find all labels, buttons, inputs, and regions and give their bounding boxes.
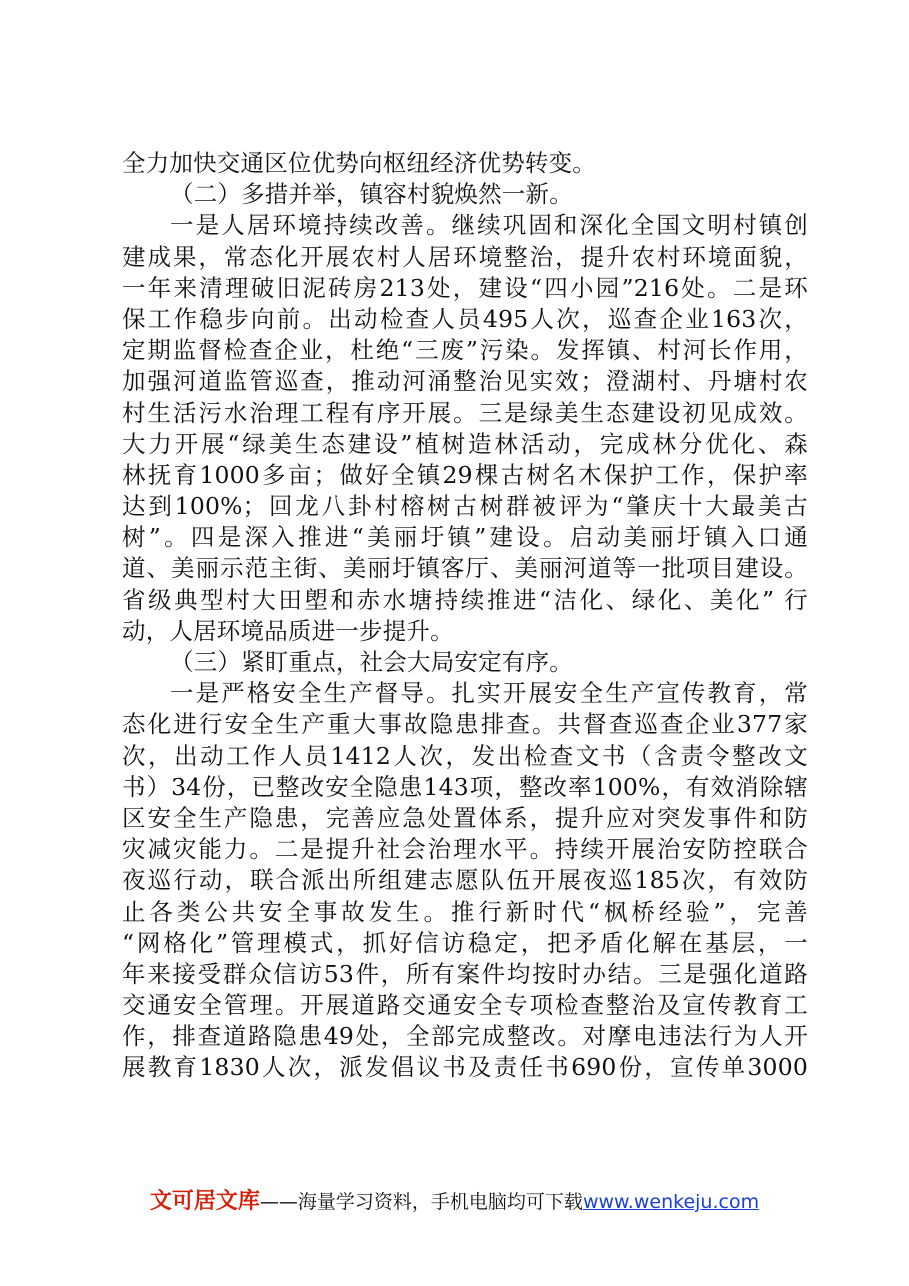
- text-line: 定期监督检查企业，杜绝“三废”污染。发挥镇、村河长作用，: [122, 336, 808, 365]
- text-line: 书）34份，已整改安全隐患143项，整改率100%，有效消除辖: [122, 772, 808, 801]
- text-line: 全力加快交通区位优势向枢纽经济优势转变。: [122, 149, 596, 177]
- text-line: 作，排查道路隐患49处，全部完成整改。对摩电违法行为人开: [122, 1022, 808, 1051]
- text-line: 保工作稳步向前。出动检查人员495人次，巡查企业163次，: [122, 304, 808, 333]
- text-line: 区安全生产隐患，完善应急处置体系，提升应对突发事件和防: [122, 803, 808, 832]
- text-line: 省级典型村大田塱和赤水塘持续推进“洁化、绿化、美化” 行: [122, 585, 808, 614]
- document-body: [122, 148, 808, 1084]
- text-line: 灾减灾能力。二是提升社会治理水平。持续开展治安防控联合: [122, 835, 808, 864]
- footer-tagline: ——海量学习资料，手机电脑均可下载: [259, 1191, 583, 1213]
- text-line: 次，出动工作人员1412人次，发出检查文书（含责令整改文: [122, 741, 808, 770]
- text-line: 一是人居环境持续改善。继续巩固和深化全国文明村镇创: [170, 211, 808, 240]
- text-line: “网格化”管理模式，抓好信访稳定，把矛盾化解在基层，一: [122, 928, 808, 957]
- footer-banner: [0, 1184, 909, 1215]
- text-line: 一年来清理破旧泥砖房213处，建设“四小园”216处。二是环: [122, 273, 808, 302]
- text-line: 加强河道监管巡查，推动河涌整治见实效；澄湖村、丹塘村农: [122, 367, 808, 396]
- text-line: 交通安全管理。开展道路交通安全专项检查整治及宣传教育工: [122, 991, 808, 1020]
- text-line: 夜巡行动，联合派出所组建志愿队伍开展夜巡185次，有效防: [122, 866, 808, 895]
- text-line: 止各类公共安全事故发生。推行新时代“枫桥经验”，完善: [122, 897, 808, 926]
- text-line: 态化进行安全生产重大事故隐患排查。共督查巡查企业377家: [122, 710, 808, 739]
- footer-brand: 文可居文库: [149, 1189, 260, 1214]
- text-line: 动，人居环境品质进一步提升。: [122, 616, 454, 645]
- text-line: 树”。四是深入推进“美丽圩镇”建设。启动美丽圩镇入口通: [122, 523, 808, 552]
- text-line: 道、美丽示范主街、美丽圩镇客厅、美丽河道等一批项目建设。: [122, 554, 808, 583]
- text-line: 达到100%；回龙八卦村榕树古树群被评为“肇庆十大最美古: [122, 492, 808, 521]
- text-line: 大力开展“绿美生态建设”植树造林活动，完成林分优化、森: [122, 429, 808, 458]
- text-line: 展教育1830人次，派发倡议书及责任书690份，宣传单3000: [122, 1053, 808, 1082]
- text-line: 村生活污水治理工程有序开展。三是绿美生态建设初见成效。: [122, 398, 808, 427]
- text-line: （三）紧盯重点，社会大局安定有序。: [170, 648, 573, 676]
- text-line: 建成果，常态化开展农村人居环境整治，提升农村环境面貌，: [122, 242, 808, 271]
- text-line: 林抚育1000多亩；做好全镇29棵古树名木保护工作，保护率: [122, 460, 808, 489]
- text-line: 年来接受群众信访53件，所有案件均按时办结。三是强化道路: [122, 959, 808, 988]
- text-line: 一是严格安全生产督导。扎实开展安全生产宣传教育，常: [170, 679, 808, 708]
- footer-link[interactable]: www.wenkeju.com: [582, 1191, 760, 1213]
- text-line: （二）多措并举，镇容村貌焕然一新。: [170, 180, 573, 209]
